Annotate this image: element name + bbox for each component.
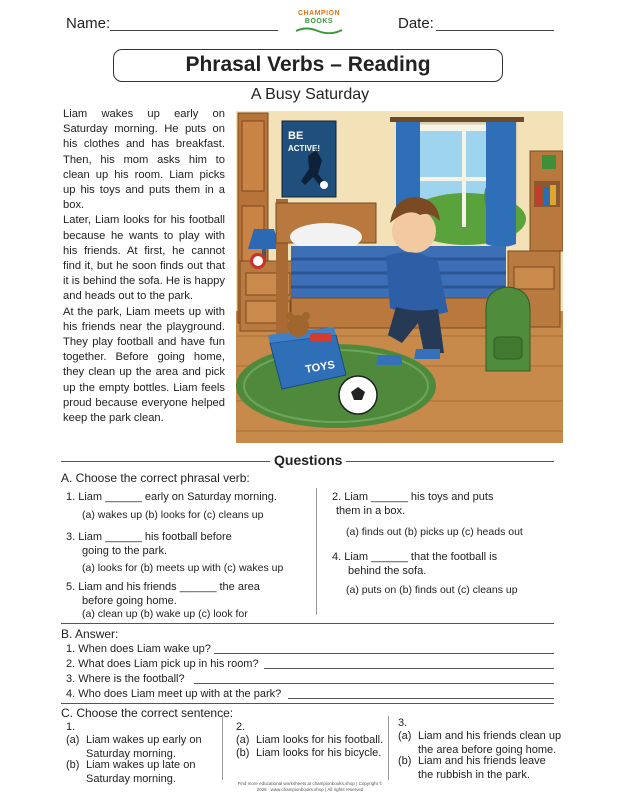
c1-number: 1. <box>66 721 76 733</box>
c3-option-a-text-2: the area before going home. <box>418 744 557 756</box>
section-c-divider-1 <box>222 716 223 780</box>
question-a5-text: 5. Liam and his friends ______ the area <box>66 581 260 593</box>
date-field[interactable] <box>436 30 554 31</box>
c3-option-a-text-1: Liam and his friends clean up <box>418 730 562 742</box>
c1-option-a-text-1: Liam wakes up early on <box>86 734 202 746</box>
question-a2-text: 2. Liam ______ his toys and puts <box>332 491 494 503</box>
footer-line-1: Find more educational worksheets at championbooks.shop | Copyright © <box>237 781 383 786</box>
c2-number: 2. <box>236 721 246 733</box>
question-a4 <box>332 550 497 578</box>
c3-option-b-label[interactable]: (b) <box>398 755 412 767</box>
c3-option-b[interactable] <box>418 754 546 782</box>
answer-line-b3[interactable] <box>194 683 554 684</box>
section-b-heading: B. Answer: <box>61 627 119 641</box>
logo-line2: BOOKS <box>304 18 334 25</box>
c2-option-a[interactable]: Liam looks for his football. <box>256 734 384 746</box>
question-a2-text-2: them in a box. <box>336 505 406 517</box>
questions-heading: Questions <box>270 452 346 468</box>
question-a1-text: 1. Liam ______ early on Saturday morning. <box>66 491 277 503</box>
c3-option-a[interactable] <box>418 729 561 757</box>
logo-swoosh-icon <box>294 26 344 34</box>
story-paragraph-1: Liam wakes up early on Saturday morning. He puts on his clothes and has breakfast. Then, his mom asks him to clean up his room. Liam picks up his toys and puts them in a box. <box>63 108 225 212</box>
footer-line-2[interactable]: 2026 · www.championbooks.shop | All rights reserved <box>256 787 364 792</box>
c1-option-a[interactable] <box>86 733 202 761</box>
question-a4-options[interactable]: (a) puts on (b) finds out (c) cleans up <box>346 584 518 596</box>
section-c-divider-2 <box>388 716 389 780</box>
question-a1 <box>66 490 277 504</box>
c3-number: 3. <box>398 717 408 729</box>
page-title: Phrasal Verbs – Reading <box>113 49 503 82</box>
section-c-divider <box>61 703 554 704</box>
story-title: A Busy Saturday <box>250 86 370 103</box>
question-a3-text: 3. Liam ______ his football before <box>66 531 232 543</box>
c2-option-a-label[interactable]: (a) <box>236 734 250 746</box>
c1-option-b-text-2: Saturday morning. <box>86 773 176 785</box>
bedroom-illustration <box>236 111 563 443</box>
question-a5-text-2: before going home. <box>82 595 177 607</box>
question-a4-text: 4. Liam ______ that the football is <box>332 551 498 563</box>
story-paragraph-2: Later, Liam looks for his football because he wants to play with his friends. At first, he cannot find it, but he soon finds out that it is behind the sofa. He is happy and heads out to the park. <box>63 214 225 303</box>
poster-text-2: ACTIVE! <box>288 144 320 153</box>
question-a2 <box>332 490 493 518</box>
name-label: Name: <box>66 15 111 32</box>
date-label: Date: <box>398 15 434 32</box>
c1-option-b[interactable] <box>86 758 195 786</box>
question-b2: 2. What does Liam pick up in his room? <box>66 658 259 670</box>
c3-option-b-text-1: Liam and his friends leave <box>418 755 546 767</box>
question-a1-options[interactable]: (a) wakes up (b) looks for (c) cleans up <box>82 509 264 521</box>
question-a3 <box>66 530 232 558</box>
question-b1: 1. When does Liam wake up? <box>66 643 211 655</box>
footer <box>220 781 400 793</box>
story-paragraph-3: At the park, Liam meets up with his friends near the playground. They play football and have fun together. Before going home, they clean up the area and pick up the empty bottles. Liam feels proud because everyone helped keep the park clean. <box>63 305 225 425</box>
question-a2-options[interactable]: (a) finds out (b) picks up (c) heads out <box>346 526 523 538</box>
question-a5-options[interactable]: (a) clean up (b) wake up (c) look for <box>82 608 248 620</box>
section-a-column-divider <box>316 488 317 615</box>
logo-line1: CHAMPION <box>297 10 341 17</box>
section-a-heading: A. Choose the correct phrasal verb: <box>61 471 250 485</box>
question-a3-text-2: going to the park. <box>82 545 168 557</box>
section-c-heading: C. Choose the correct sentence: <box>61 706 234 720</box>
toybox-label: TOYS <box>304 358 336 376</box>
c3-option-a-label[interactable]: (a) <box>398 730 412 742</box>
answer-line-b4[interactable] <box>288 698 554 699</box>
poster-text-1: BE <box>288 130 304 142</box>
logo <box>289 10 349 37</box>
answer-line-b2[interactable] <box>264 668 554 669</box>
question-a3-options[interactable]: (a) looks for (b) meets up with (c) wakes up <box>82 562 284 574</box>
c1-option-b-label[interactable]: (b) <box>66 759 80 771</box>
c2-option-b[interactable]: Liam looks for his bicycle. <box>256 747 382 759</box>
question-b4: 4. Who does Liam meet up with at the park? <box>66 688 282 700</box>
question-a5 <box>66 580 260 608</box>
answer-line-b1[interactable] <box>214 653 554 654</box>
c1-option-a-label[interactable]: (a) <box>66 734 80 746</box>
name-field[interactable] <box>110 30 278 31</box>
story-text <box>63 107 225 426</box>
c3-option-b-text-2: the rubbish in the park. <box>418 769 530 781</box>
question-a4-text-2: behind the sofa. <box>348 565 427 577</box>
section-b-divider <box>61 623 554 624</box>
question-b3: 3. Where is the football? <box>66 673 185 685</box>
c2-option-b-label[interactable]: (b) <box>236 747 250 759</box>
c1-option-b-text-1: Liam wakes up late on <box>86 759 196 771</box>
c1-option-a-text-2: Saturday morning. <box>86 748 176 760</box>
